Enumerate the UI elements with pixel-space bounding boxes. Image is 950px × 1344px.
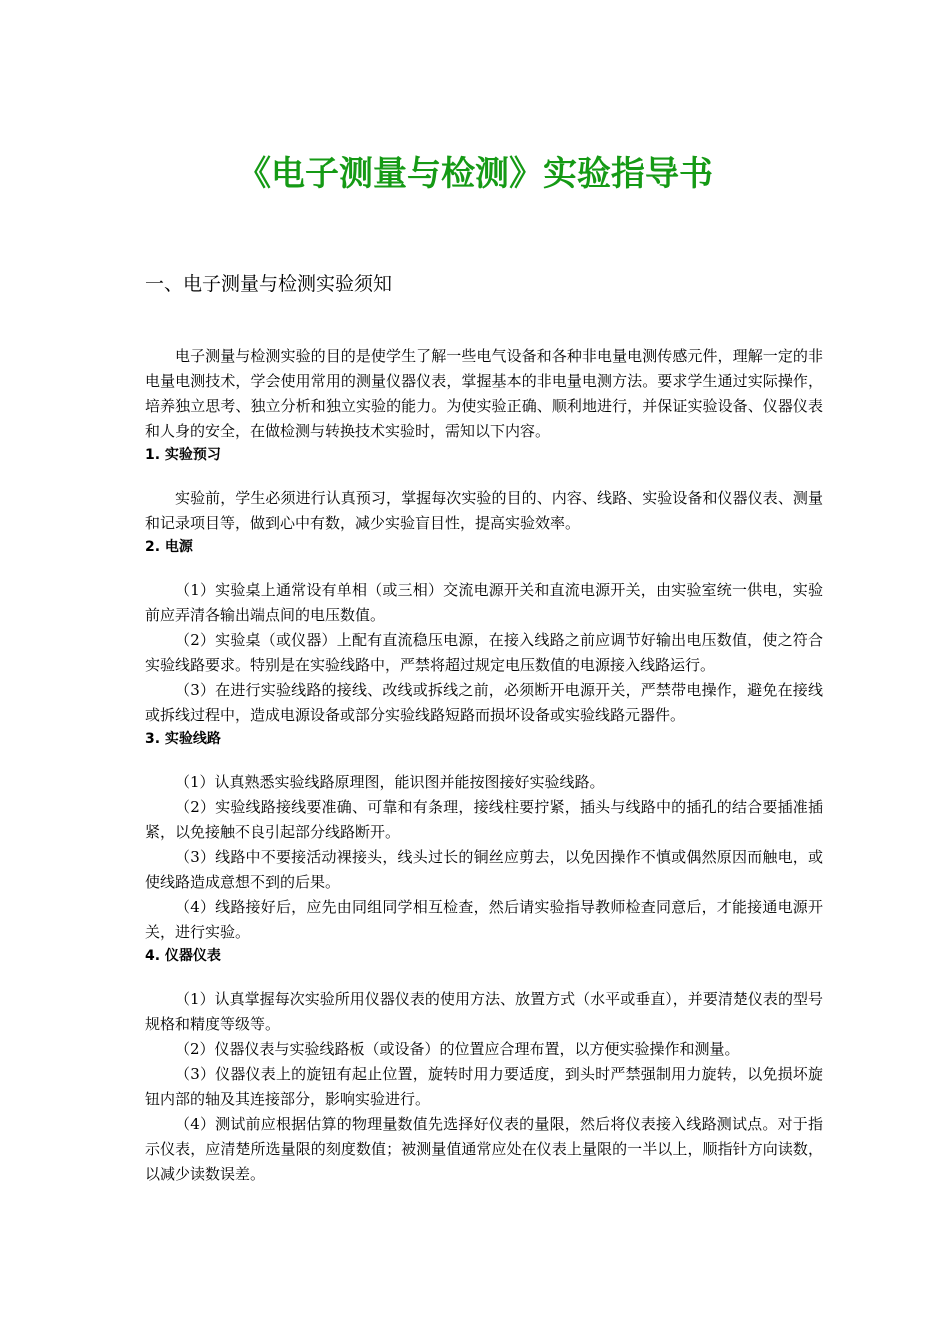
paragraph: （1）认真掌握每次实验所用仪器仪表的使用方法、放置方式（水平或垂直），并要清楚仪表的型号规格和精度等级等。 (145, 990, 823, 1033)
document-title: 《电子测量与检测》实验指导书 (237, 154, 713, 194)
subsection-heading-circuit: 3. 实验线路 (145, 731, 221, 747)
paragraph: （2）实验线路接线要准确、可靠和有条理，接线柱要拧紧，插头与线路中的插孔的结合要插准插紧，以免接触不良引起部分线路断开。 (145, 798, 823, 841)
section-heading: 一、电子测量与检测实验须知 (145, 273, 393, 295)
paragraph: （2）仪器仪表与实验线路板（或设备）的位置应合理布置，以方便实验操作和测量。 (175, 1040, 740, 1058)
subsection-heading-power: 2. 电源 (145, 539, 193, 555)
paragraph: （1）认真熟悉实验线路原理图，能识图并能按图接好实验线路。 (175, 773, 605, 791)
document-body (145, 344, 823, 1187)
paragraph: （4）线路接好后，应先由同组同学相互检查，然后请实验指导教师检查同意后，才能接通电源开关，进行实验。 (145, 898, 823, 941)
intro-paragraph: 电子测量与检测实验的目的是使学生了解一些电气设备和各种非电量电测传感元件，理解一定的非电量电测技术，学会使用常用的测量仪器仪表，掌握基本的非电量电测方法。要求学生通过实际操作，培养独立思考、独立分析和独立实验的能力。为使实验正确、顺利地进行，并保证实验设备、仪器仪表和人身的安全，在做检测与转换技术实验时，需知以下内容。 (145, 347, 823, 440)
paragraph: （2）实验桌（或仪器）上配有直流稳压电源，在接入线路之前应调节好输出电压数值，使之符合实验线路要求。特别是在实验线路中，严禁将超过规定电压数值的电源接入线路运行。 (145, 631, 823, 674)
paragraph: （3）在进行实验线路的接线、改线或拆线之前，必须断开电源开关，严禁带电操作，避免在接线或拆线过程中，造成电源设备或部分实验线路短路而损坏设备或实验线路元器件。 (145, 681, 823, 724)
paragraph: （3）仪器仪表上的旋钮有起止位置，旋转时用力要适度，到头时严禁强制用力旋转，以免损坏旋钮内部的轴及其连接部分，影响实验进行。 (145, 1065, 823, 1108)
subsection-heading-preview: 1. 实验预习 (145, 447, 221, 463)
spacer (145, 967, 823, 987)
paragraph: 实验前，学生必须进行认真预习，掌握每次实验的目的、内容、线路、实验设备和仪器仪表、测量和记录项目等，做到心中有数，减少实验盲目性，提高实验效率。 (145, 489, 823, 532)
spacer (145, 750, 823, 770)
paragraph: （1）实验桌上通常设有单相（或三相）交流电源开关和直流电源开关，由实验室统一供电，实验前应弄清各输出端点间的电压数值。 (145, 581, 823, 624)
spacer (145, 466, 823, 486)
paragraph: （4）测试前应根据估算的物理量数值先选择好仪表的量限，然后将仪表接入线路测试点。对于指示仪表，应清楚所选量限的刻度数值；被测量值通常应处在仪表上量限的一半以上，顺指针方向读数，以减少读数误差。 (145, 1115, 823, 1183)
spacer (145, 558, 823, 578)
paragraph: （3）线路中不要接活动裸接头，线头过长的铜丝应剪去，以免因操作不慎或偶然原因而触电，或使线路造成意想不到的后果。 (145, 848, 823, 891)
subsection-heading-instruments: 4. 仪器仪表 (145, 948, 221, 964)
